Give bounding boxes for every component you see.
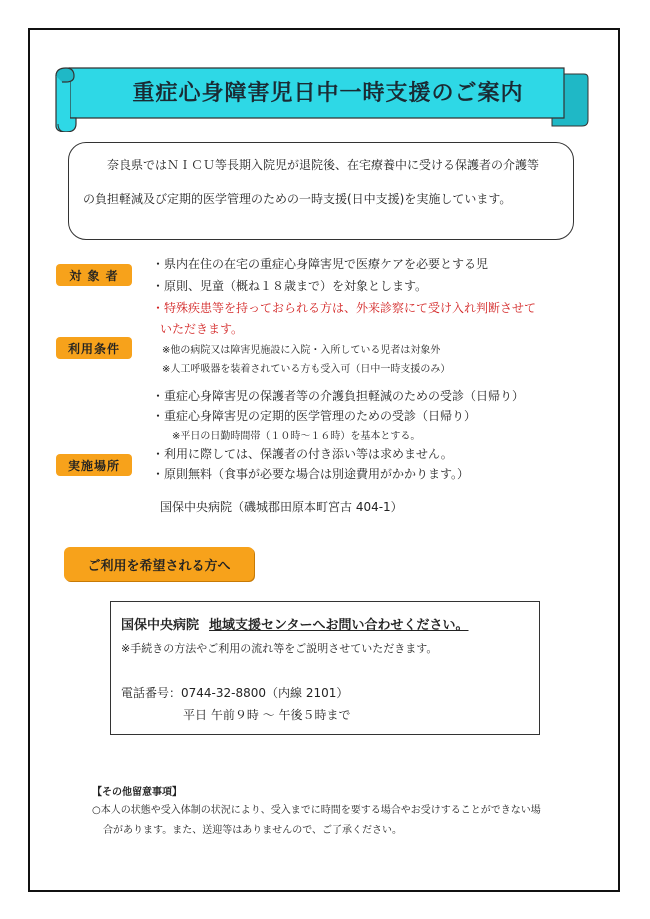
intro-box (68, 142, 574, 240)
intro-line-1: 奈良県ではＮＩＣＵ等長期入院児が退院後、在宅療養中に受ける保護者の介護等 (107, 158, 540, 172)
exclusion-note: ※他の病院又は障害児施設に入院・入所している児者は対象外 (162, 345, 441, 356)
condition-line: ・原則無料（食事が必要な場合は別途費用がかかります。） (152, 467, 470, 481)
contact-box (110, 601, 540, 735)
tag-target: 対 象 者 (56, 264, 132, 286)
other-heading: 【その他留意事項】 (92, 787, 182, 798)
condition-line: ・重症心身障害児の保護者等の介護負担軽減のための受診（日帰り） (152, 389, 525, 403)
time-note: ※平日の日勤時間帯（１０時～１６時）を基本とする。 (172, 431, 421, 442)
intro-line-2: の負担軽減及び定期的医学管理のための一時支援(日中支援)を実施しています。 (83, 192, 512, 206)
special-note-line: ・特殊疾患等を持っておられる方は、外来診察にて受け入れ判断させて (152, 301, 537, 315)
contact-note: ※手続きの方法やご利用の流れ等をご説明させていただきます。 (121, 642, 438, 655)
place-address: 国保中央病院（磯城郡田原本町宮古 404-1） (160, 500, 403, 514)
page-title: 重症心身障害児日中一時支援のご案内 (132, 80, 524, 106)
condition-line: ・利用に際しては、保護者の付き添い等は求めません。 (152, 447, 453, 461)
other-note-line: 合があります。また、送迎等はありませんので、ご了承ください。 (103, 825, 402, 836)
tag-place: 実施場所 (56, 454, 132, 476)
condition-line: ・重症心身障害児の定期的医学管理のための受診（日帰り） (152, 409, 477, 423)
contact-heading (121, 614, 469, 633)
other-note-line: ○本人の状態や受入体制の状況により、受入までに時間を要する場合やお受けすることができない場 (92, 805, 541, 816)
phone-number[interactable]: 電話番号：0744-32-8800（内線 2101） (121, 686, 349, 700)
tag-conditions: 利用条件 (56, 337, 132, 359)
cta-button[interactable]: ご利用を希望される方へ (64, 547, 254, 581)
hospital-name: 国保中央病院 (121, 618, 200, 633)
target-line: ・原則、児童（概ね１８歳まで）を対象とします。 (152, 279, 428, 293)
target-line: ・県内在住の在宅の重症心身障害児で医療ケアを必要とする児 (152, 257, 489, 271)
support-center-text: 地域支援センターへお問い合わせください。 (209, 618, 469, 633)
ventilator-note: ※人工呼吸器を装着されている方も受入可（日中一時支援のみ） (162, 364, 451, 375)
special-note-line: いただきます。 (160, 322, 244, 336)
office-hours: 平日 午前９時 ～ 午後５時まで (183, 708, 351, 722)
